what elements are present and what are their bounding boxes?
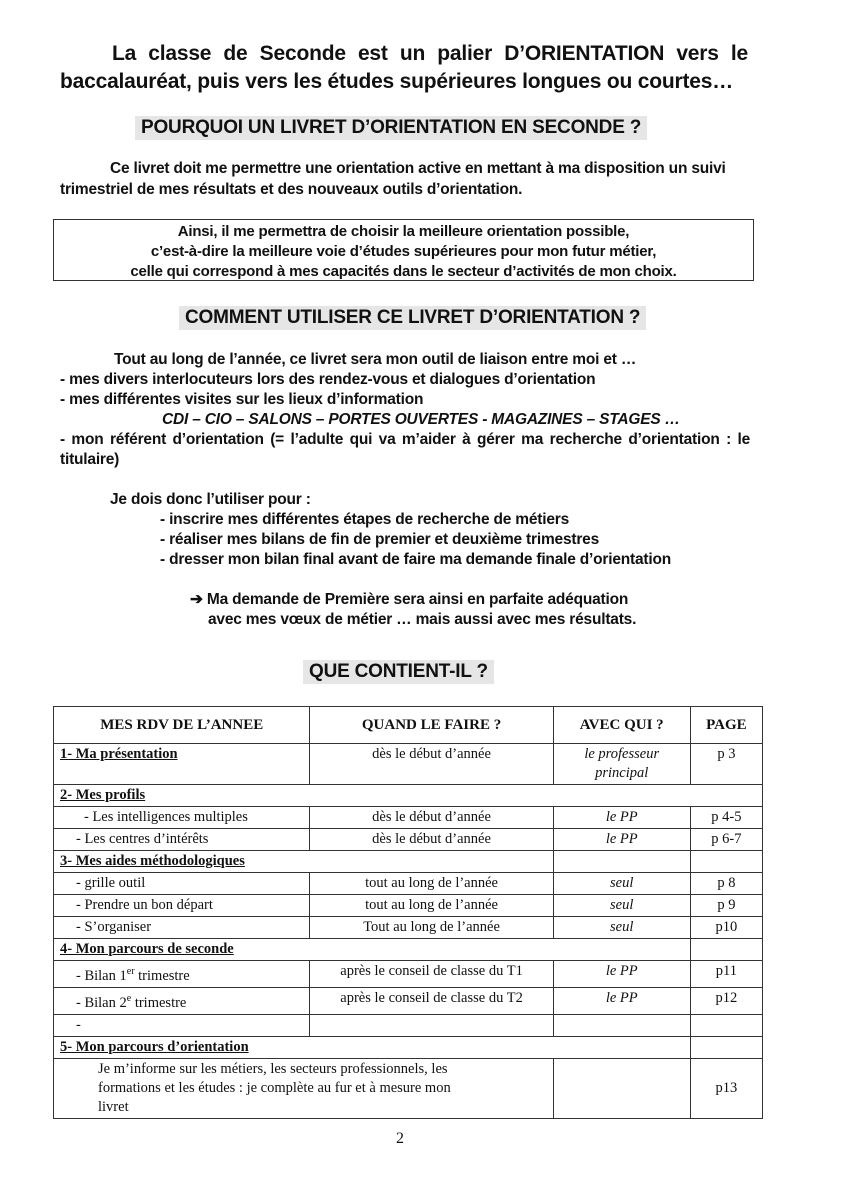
box-line-2: c’est-à-dire la meilleure voie d’études supérieures pour mon futur métier, xyxy=(150,243,657,260)
table-section-row xyxy=(54,939,763,961)
table-row xyxy=(54,917,763,939)
row-page: p12 xyxy=(690,987,762,1014)
label-post: trimestre xyxy=(134,967,190,984)
row-label: - Les intelligences multiples xyxy=(54,807,310,829)
row-page: p 4-5 xyxy=(690,807,762,829)
row-when: après le conseil de classe du T2 xyxy=(310,987,553,1014)
row-who: seul xyxy=(553,917,690,939)
heading-pourquoi: POURQUOI UN LIVRET D’ORIENTATION EN SECONDE ? xyxy=(135,116,647,140)
row-when: tout au long de l’année xyxy=(310,895,553,917)
row-page: p 3 xyxy=(690,744,762,785)
label-post: trimestre xyxy=(131,994,187,1011)
row-when: Tout au long de l’année xyxy=(310,917,553,939)
intro-paragraph xyxy=(60,40,748,96)
header-quand: QUAND LE FAIRE ? xyxy=(310,707,553,744)
row-who: le PP xyxy=(553,987,690,1014)
desc-line-1: Je m’informe sur les métiers, les secteurs professionnels, les xyxy=(98,1060,448,1077)
row-label: 1- Ma présentation xyxy=(54,744,310,785)
row-page: p 8 xyxy=(690,873,762,895)
table-row xyxy=(54,829,763,851)
empty-cell xyxy=(690,1036,762,1058)
table-header-row xyxy=(54,707,763,744)
who-line-1: le professeur xyxy=(584,746,660,762)
conclusion-line-1 xyxy=(60,590,750,610)
label-sup: er xyxy=(126,966,135,977)
table-section-row xyxy=(54,785,763,807)
row-when: dès le début d’année xyxy=(310,744,553,785)
desc-line-2: formations et les études : je complète au fur et à mesure mon xyxy=(98,1079,451,1096)
empty-cell xyxy=(553,851,690,873)
empty-cell xyxy=(690,939,762,961)
row-who: seul xyxy=(553,895,690,917)
empty-cell xyxy=(690,851,762,873)
table-row xyxy=(54,1058,763,1118)
row-who: le PP xyxy=(553,961,690,988)
highlight-box xyxy=(53,219,754,281)
table-row xyxy=(54,744,763,785)
heading-comment: COMMENT UTILISER CE LIVRET D’ORIENTATION ? xyxy=(179,306,646,330)
conclusion-line-2: avec mes vœux de métier … mais aussi avec mes résultats. xyxy=(208,611,637,628)
section-label: 2- Mes profils xyxy=(54,785,763,807)
table-section-row xyxy=(54,1036,763,1058)
box-line-1: Ainsi, il me permettra de choisir la meilleure orientation possible, xyxy=(177,223,630,240)
row-label: - Prendre un bon départ xyxy=(54,895,310,917)
row-who: le PP xyxy=(553,807,690,829)
row-label xyxy=(54,961,310,988)
section-label: 5- Mon parcours d’orientation xyxy=(54,1036,691,1058)
row-page: p 9 xyxy=(690,895,762,917)
row-when: après le conseil de classe du T1 xyxy=(310,961,553,988)
label-pre: - Bilan 2 xyxy=(76,994,127,1011)
row-description xyxy=(54,1058,554,1118)
row-page: p10 xyxy=(690,917,762,939)
referent-line-2: titulaire) xyxy=(60,451,120,468)
purpose-paragraph xyxy=(60,158,750,200)
row-label xyxy=(54,987,310,1014)
row-label: - S’organiser xyxy=(54,917,310,939)
row-when: dès le début d’année xyxy=(310,829,553,851)
usage-item-2: - mes différentes visites sur les lieux d’information xyxy=(60,391,424,408)
table-row xyxy=(54,961,763,988)
table-row xyxy=(54,1014,763,1036)
arrow-right-icon: ➔ xyxy=(190,591,203,608)
row-page: p13 xyxy=(690,1058,762,1118)
table-row xyxy=(54,895,763,917)
row-page: p 6-7 xyxy=(690,829,762,851)
section-label: 4- Mon parcours de seconde xyxy=(54,939,691,961)
empty-cell xyxy=(553,1058,690,1118)
label-pre: - Bilan 1 xyxy=(76,967,127,984)
use-intro: Je dois donc l’utiliser pour : xyxy=(110,491,311,508)
table-row xyxy=(54,873,763,895)
header-rdv: MES RDV DE L’ANNEE xyxy=(54,707,310,744)
usage-item-1: - mes divers interlocuteurs lors des rendez-vous et dialogues d’orientation xyxy=(60,371,596,388)
empty-cell xyxy=(310,1014,553,1036)
table-section-row xyxy=(54,851,763,873)
who-line-2: principal xyxy=(595,765,649,781)
purpose-line-1: Ce livret doit me permettre une orientation active en mettant à ma disposition un suivi xyxy=(110,160,726,177)
table-row xyxy=(54,807,763,829)
row-page: p11 xyxy=(690,961,762,988)
referent-line-1: - mon référent d’orientation (= l’adulte qui va m’aider à gérer ma recherche d’orientation : le xyxy=(60,431,750,448)
info-places: CDI – CIO – SALONS – PORTES OUVERTES - MAGAZINES – STAGES … xyxy=(162,411,680,428)
usage-section xyxy=(60,350,750,630)
use-item-3: - dresser mon bilan final avant de faire ma demande finale d’orientation xyxy=(160,551,672,568)
empty-cell xyxy=(690,1014,762,1036)
row-when: dès le début d’année xyxy=(310,807,553,829)
header-page: PAGE xyxy=(690,707,762,744)
row-who: seul xyxy=(553,873,690,895)
rdv-table xyxy=(53,706,763,1119)
use-item-1: - inscrire mes différentes étapes de recherche de métiers xyxy=(160,511,570,528)
row-label: - grille outil xyxy=(54,873,310,895)
intro-line-2: baccalauréat, puis vers les études supérieures longues ou courtes… xyxy=(60,70,734,93)
row-when: tout au long de l’année xyxy=(310,873,553,895)
row-who xyxy=(553,744,690,785)
table-row xyxy=(54,987,763,1014)
purpose-line-2: trimestriel de mes résultats et des nouveaux outils d’orientation. xyxy=(60,181,523,198)
section-label: 3- Mes aides méthodologiques xyxy=(54,851,554,873)
use-item-2: - réaliser mes bilans de fin de premier et deuxième trimestres xyxy=(160,531,600,548)
row-label: - xyxy=(54,1014,310,1036)
label-sup: e xyxy=(126,992,132,1004)
row-who: le PP xyxy=(553,829,690,851)
box-line-3: celle qui correspond à mes capacités dans le secteur d’activités de mon choix. xyxy=(130,263,677,280)
usage-lead: Tout au long de l’année, ce livret sera mon outil de liaison entre moi et … xyxy=(114,351,637,368)
empty-cell xyxy=(553,1014,690,1036)
header-avec-qui: AVEC QUI ? xyxy=(553,707,690,744)
row-label: - Les centres d’intérêts xyxy=(54,829,310,851)
conclusion-text-1: Ma demande de Première sera ainsi en parfaite adéquation xyxy=(206,591,629,608)
page-number: 2 xyxy=(396,1130,404,1147)
intro-line-1: La classe de Seconde est un palier D’ORIENTATION vers le xyxy=(112,42,748,65)
heading-que-contient: QUE CONTIENT-IL ? xyxy=(303,660,494,684)
desc-line-3: livret xyxy=(98,1098,129,1115)
